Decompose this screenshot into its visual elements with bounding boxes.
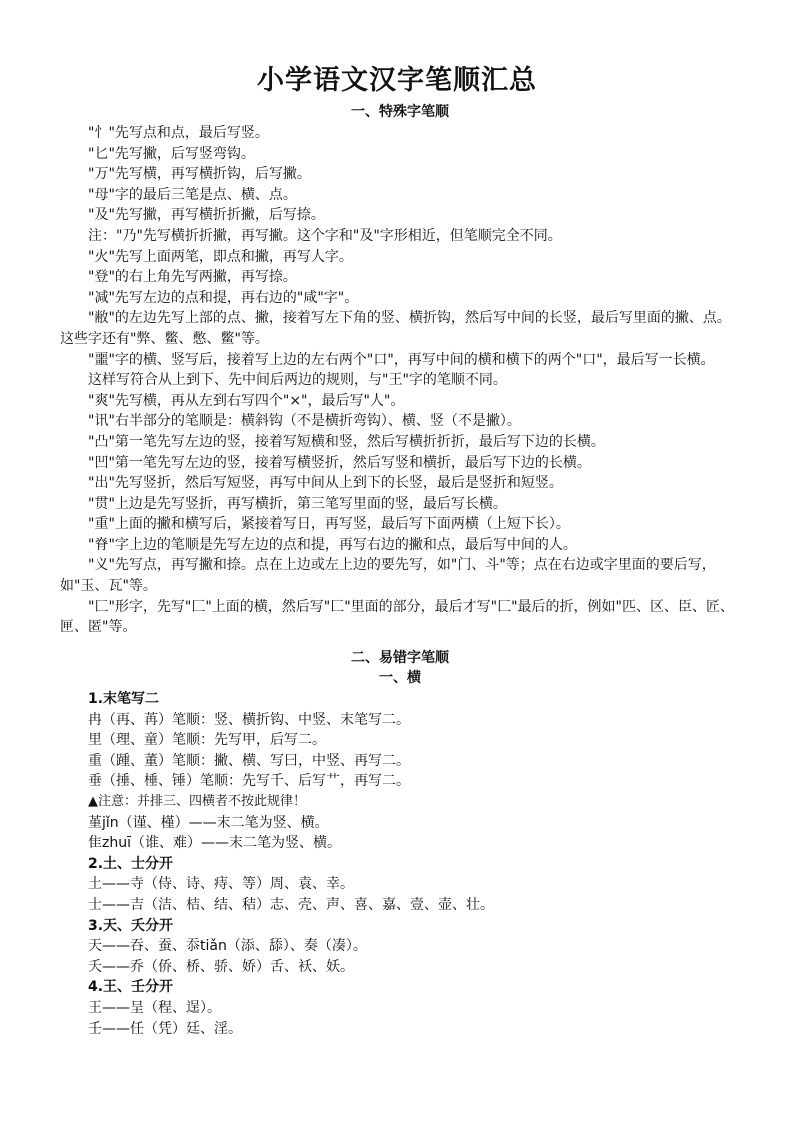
paragraph: "敝"的左边先写上部的点、撇，接着写左下角的竖、横折钩，然后写中间的长竖，最后写里面的撇、点。这些字还有"弊、鳖、憋、鳖"等。 [60, 310, 731, 347]
list-item: 土——寺（侍、诗、痔、等）周、袁、幸。 [88, 876, 354, 893]
paragraph: "匕"先写撇，后写竖弯钩。 [88, 145, 255, 162]
spacer [60, 638, 740, 644]
list-item: 重（踵、董）笔顺：撇、横、写曰，中竖、再写二。 [88, 752, 410, 769]
list-item: 堇jǐn（谨、槿）——末二笔为竖、横。 [88, 814, 329, 831]
paragraph: "凸"第一笔先写左边的竖，接着写短横和竖，然后写横折折折，最后写下边的长横。 [88, 433, 605, 450]
group-label: 4.王、壬分开 [88, 979, 174, 996]
paragraph: "匚"形字，先写"匚"上面的横，然后写"匚"里面的部分，最后才写"匚"最后的折，例如"匹、区、臣、匠、匣、匿"等。 [60, 598, 734, 636]
paragraph: "凹"第一笔先写左边的竖，接着写横竖折，然后写竖和横折，最后写下边的长横。 [88, 454, 591, 471]
paragraph: 注："乃"先写横折折撇，再写撇。这个字和"及"字形相近，但笔顺完全不同。 [88, 227, 562, 244]
list-item: 夭——乔（侨、桥、骄、娇）舌、袄、妖。 [88, 958, 354, 975]
list-item: 壬——任（凭）廷、淫。 [88, 1020, 242, 1037]
list-item: 里（理、童）笔顺：先写甲，后写二。 [88, 732, 326, 749]
paragraph: "噩"字的横、竖写后，接着写上边的左右两个"口"，再写中间的横和横下的两个"口"，最后写一长横。 [88, 351, 715, 368]
group-label: 1.末笔写二 [88, 691, 160, 708]
document-body [60, 102, 740, 1039]
section1-heading: 一、特殊字笔顺 [351, 104, 449, 120]
paragraph: "及"先写撇，再写横折折撇，后写捺。 [88, 207, 325, 224]
section2-subheading: 一、横 [379, 670, 421, 687]
paragraph: "万"先写横，再写横折钩，后写撇。 [88, 166, 311, 183]
paragraph: "重"上面的撇和横写后，紧接着写日，再写竖，最后写下面两横（上短下长）。 [88, 516, 570, 533]
paragraph: "讯"右半部分的笔顺是：横斜钩（不是横折弯钩）、横、竖（不是撇）。 [88, 413, 521, 430]
paragraph: "减"先写左边的点和提，再右边的"咸"字"。 [88, 289, 359, 306]
paragraph: "贯"上边是先写竖折，再写横折，第三笔写里面的竖，最后写长横。 [88, 495, 507, 512]
list-item: 天——吞、蚕、忝tiǎn（添、舔）、奏（凑）。 [88, 938, 367, 955]
page-title: 小学语文汉字笔顺汇总 [257, 65, 537, 96]
paragraph: "脊"字上边的笔顺是先写左边的点和提，再写右边的撇和点，最后写中间的人。 [88, 536, 577, 553]
group-label: 2.土、士分开 [88, 855, 174, 872]
paragraph: "登"的右上角先写两撇，再写捺。 [88, 269, 297, 286]
list-item: 隹zhuī（谁、难）——末二笔为竖、横。 [88, 835, 341, 852]
note-text: ▲注意：并排三、四横者不按此规律！ [88, 794, 306, 809]
paragraph: "母"字的最后三笔是点、横、点。 [88, 186, 297, 203]
list-item: 王——呈（程、逞）。 [88, 999, 221, 1016]
paragraph: "出"先写竖折，然后写短竖，再写中间从上到下的长竖，最后是竖折和短竖。 [88, 475, 563, 492]
group-label: 3.天、夭分开 [88, 917, 174, 934]
paragraph: 这样写符合从上到下、先中间后两边的规则，与"王"字的笔顺不同。 [88, 372, 507, 389]
paragraph: "火"先写上面两笔，即点和撇，再写人字。 [88, 248, 353, 265]
paragraph: "爽"先写横，再从左到右写四个"×"，最后写"人"。 [88, 392, 405, 409]
section2-heading: 二、易错字笔顺 [351, 649, 449, 666]
paragraph: "义"先写点，再写撇和捺。点在上边或左上边的要先写，如"门、斗"等；点在右边或字里面的要后写，如"玉、瓦"等。 [60, 557, 716, 595]
list-item: 垂（捶、棰、锤）笔顺：先写千、后写艹，再写二。 [88, 773, 410, 790]
list-item: 士——吉（洁、桔、结、秸）志、壳、声、喜、嘉、壹、壶、壮。 [88, 896, 494, 913]
list-item: 冉（再、苒）笔顺：竖、横折钩、中竖、末笔写二。 [88, 711, 410, 728]
paragraph: "忄"先写点和点，最后写竖。 [88, 125, 269, 141]
